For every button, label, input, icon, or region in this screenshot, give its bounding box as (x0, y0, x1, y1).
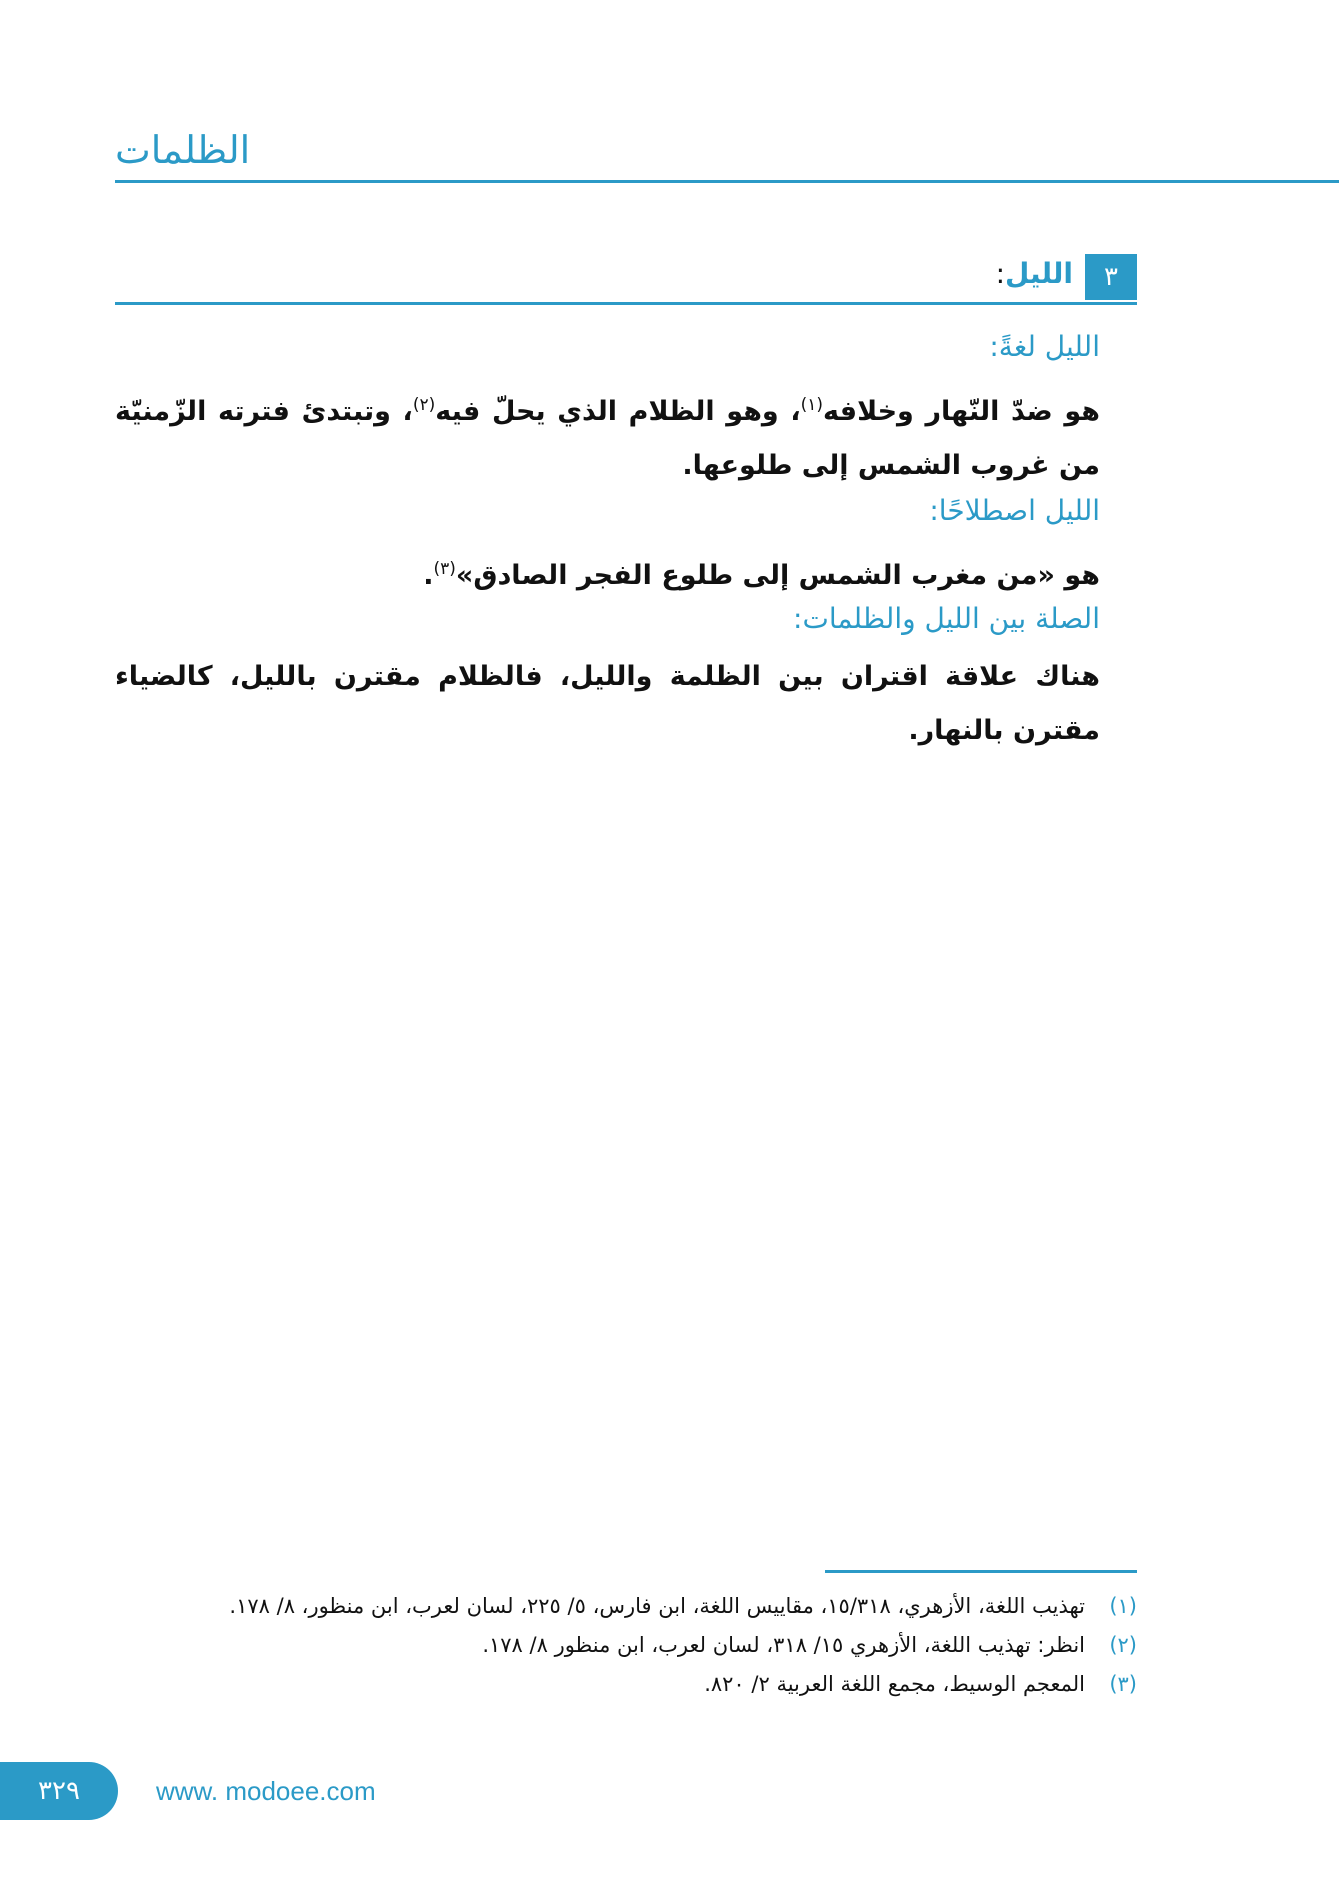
footnote-text: انظر: تهذيب اللغة، الأزهري ١٥/ ٣١٨، لسان لعرب، ابن منظور ٨/ ١٧٨. (482, 1633, 1085, 1657)
relation-heading (115, 602, 1100, 635)
section-title-text: الليل (1005, 257, 1073, 290)
footnote-item (115, 1666, 1137, 1703)
footnote-number: (١) (1109, 1594, 1137, 1618)
paragraph-term (115, 542, 1100, 603)
subheading-relation: الصلة بين الليل والظلمات: (793, 602, 1100, 635)
paragraph-relation: هناك علاقة اقتران بين الظلمة والليل، فالظلام مقترن بالليل، كالضياء مقترن بالنهار. (115, 661, 1100, 746)
relation-paragraph (115, 650, 1100, 758)
section-number-badge: ٣ (1085, 254, 1137, 300)
text-run: . (423, 560, 434, 591)
footnote-number: (٢) (1109, 1633, 1137, 1657)
text-run: ، وهو الظلام الذي يحلّ فيه (435, 396, 801, 427)
text-run: هو ضدّ النّهار وخلافه (823, 396, 1100, 427)
definition-language-heading (115, 330, 1100, 363)
definition-term-heading (115, 494, 1100, 527)
footnote-ref[interactable]: (٢) (412, 395, 436, 415)
header-divider (115, 180, 1339, 183)
footnotes (115, 1588, 1137, 1705)
text-run: هو «من مغرب الشمس إلى طلوع الفجر الصادق» (455, 560, 1100, 591)
paragraph-language (115, 378, 1100, 493)
section-title-colon: : (995, 257, 1006, 290)
page-number: ٣٢٩ (0, 1762, 118, 1820)
subheading-term: الليل اصطلاحًا: (929, 494, 1100, 527)
footnotes-divider (825, 1570, 1137, 1573)
definition-language-paragraph (115, 378, 1100, 493)
footnote-text: تهذيب اللغة، الأزهري، ١٥/٣١٨، مقاييس اللغة، ابن فارس، ٥/ ٢٢٥، لسان لعرب، ابن منظور، ٨/ ١٧٨. (229, 1594, 1085, 1618)
text-run: ، وتبتدئ فترته الزّمنيّة من غروب الشمس إلى طلوعها. (115, 396, 1100, 481)
footnote-item (115, 1627, 1137, 1664)
footnote-ref[interactable]: (٣) (433, 559, 456, 579)
footnote-number: (٣) (1109, 1672, 1137, 1696)
definition-term-paragraph (115, 542, 1100, 603)
footnote-item (115, 1588, 1137, 1625)
footnote-text: المعجم الوسيط، مجمع اللغة العربية ٢/ ٨٢٠. (704, 1672, 1085, 1696)
website-link[interactable]: www. modoee.com (156, 1776, 376, 1806)
subheading-language: الليل لغةً: (989, 330, 1100, 363)
footnote-ref[interactable]: (١) (800, 395, 824, 415)
chapter-title: الظلمات (115, 128, 251, 172)
section-divider (115, 302, 1137, 305)
section-heading (115, 254, 1137, 300)
section-title (996, 257, 1073, 290)
